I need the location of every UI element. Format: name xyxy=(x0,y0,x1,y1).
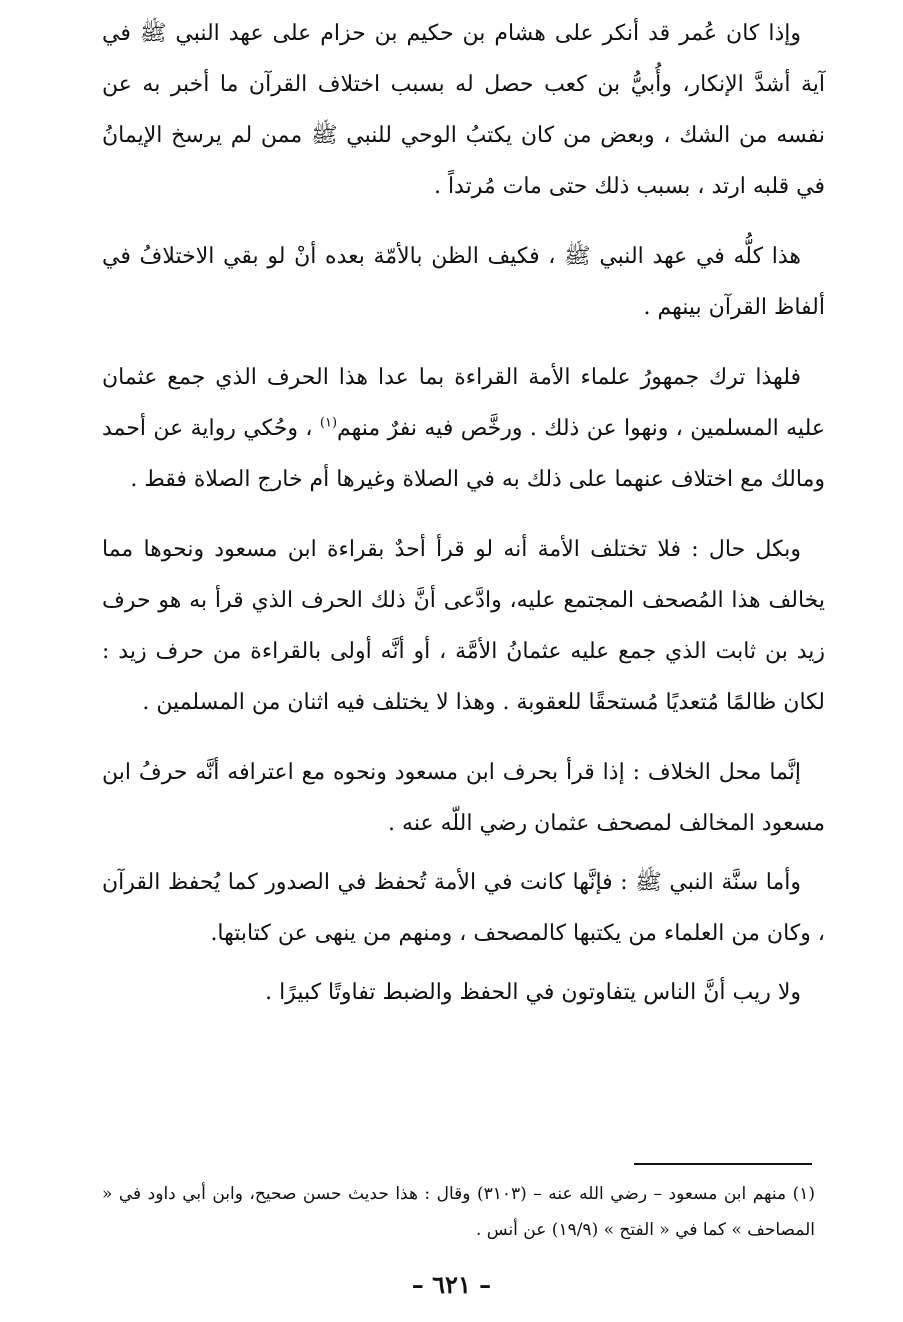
footnote-separator xyxy=(634,1163,812,1165)
paragraph-6: وأما سنَّة النبي ﷺ : فإنَّها كانت في الأمة تُحفظ في الصدور كما يُحفظ القرآن ، وكان من العلماء من يكتبها كالمصحف ، ومنهم من ينهى عن كتابتها. xyxy=(102,870,825,946)
main-text xyxy=(102,8,825,1018)
paragraph-3-text-before: فلهذا ترك جمهورُ علماء الأمة القراءة بما عدا هذا الحرف الذي جمع عثمان عليه المسلمين ، ونهوا عن ذلك . ورخَّص فيه نفرٌ منهم xyxy=(102,365,825,441)
paragraph-3-text-after: ، وحُكي رواية عن أحمد ومالك مع اختلاف عنهما على ذلك به في الصلاة وغيرها أم خارج الصلاة فقط . xyxy=(102,416,825,492)
paragraph-3 xyxy=(102,352,825,505)
page-number: – ٦٢١ – xyxy=(411,1270,492,1299)
footnote: (١) منهم ابن مسعود – رضي الله عنه – (٣١٠٣) وقال : هذا حديث حسن صحيح، وابن أبي داود في « المصاحف » كما في « الفتح » (١٩/٩) عن أنس . xyxy=(102,1184,815,1240)
paragraph-4: وبكل حال : فلا تختلف الأمة أنه لو قرأ أحدٌ بقراءة ابن مسعود ونحوها مما يخالف هذا المُصحف المجتمع عليه، وادَّعى أنَّ ذلك الحرف الذي قرأ به هو حرف زيد بن ثابت الذي جمع عليه عثمانُ الأمَّة ، أو أنَّه أولى بالقراءة من حرف زيد : لكان ظالمًا مُتعديًا مُستحقًا للعقوبة . وهذا لا يختلف فيه اثنان من المسلمين . xyxy=(102,537,825,715)
paragraph-7: ولا ريب أنَّ الناس يتفاوتون في الحفظ والضبط تفاوتًا كبيرًا . xyxy=(265,980,801,1005)
footnote-reference: (١) xyxy=(319,415,338,431)
paragraph-5: إنَّما محل الخلاف : إذا قرأ بحرف ابن مسعود ونحوه مع اعترافه أنَّه حرفُ ابن مسعود المخالف لمصحف عثمان رضي اللّه عنه . xyxy=(102,760,825,836)
paragraph-1: وإذا كان عُمر قد أنكر على هشام بن حكيم بن حزام على عهد النبي ﷺ في آية أشدَّ الإنكار، وأُبيُّ بن كعب حصل له بسبب اختلاف القرآن ما أخبر به عن نفسه من الشك ، وبعض من كان يكتبُ الوحي للنبي ﷺ ممن لم يرسخ الإيمانُ في قلبه ارتد ، بسبب ذلك حتى مات مُرتداً . xyxy=(102,21,825,199)
paragraph-2: هذا كلُّه في عهد النبي ﷺ ، فكيف الظن بالأمّة بعده أنْ لو بقي الاختلافُ في ألفاظ القرآن بينهم . xyxy=(102,244,825,320)
